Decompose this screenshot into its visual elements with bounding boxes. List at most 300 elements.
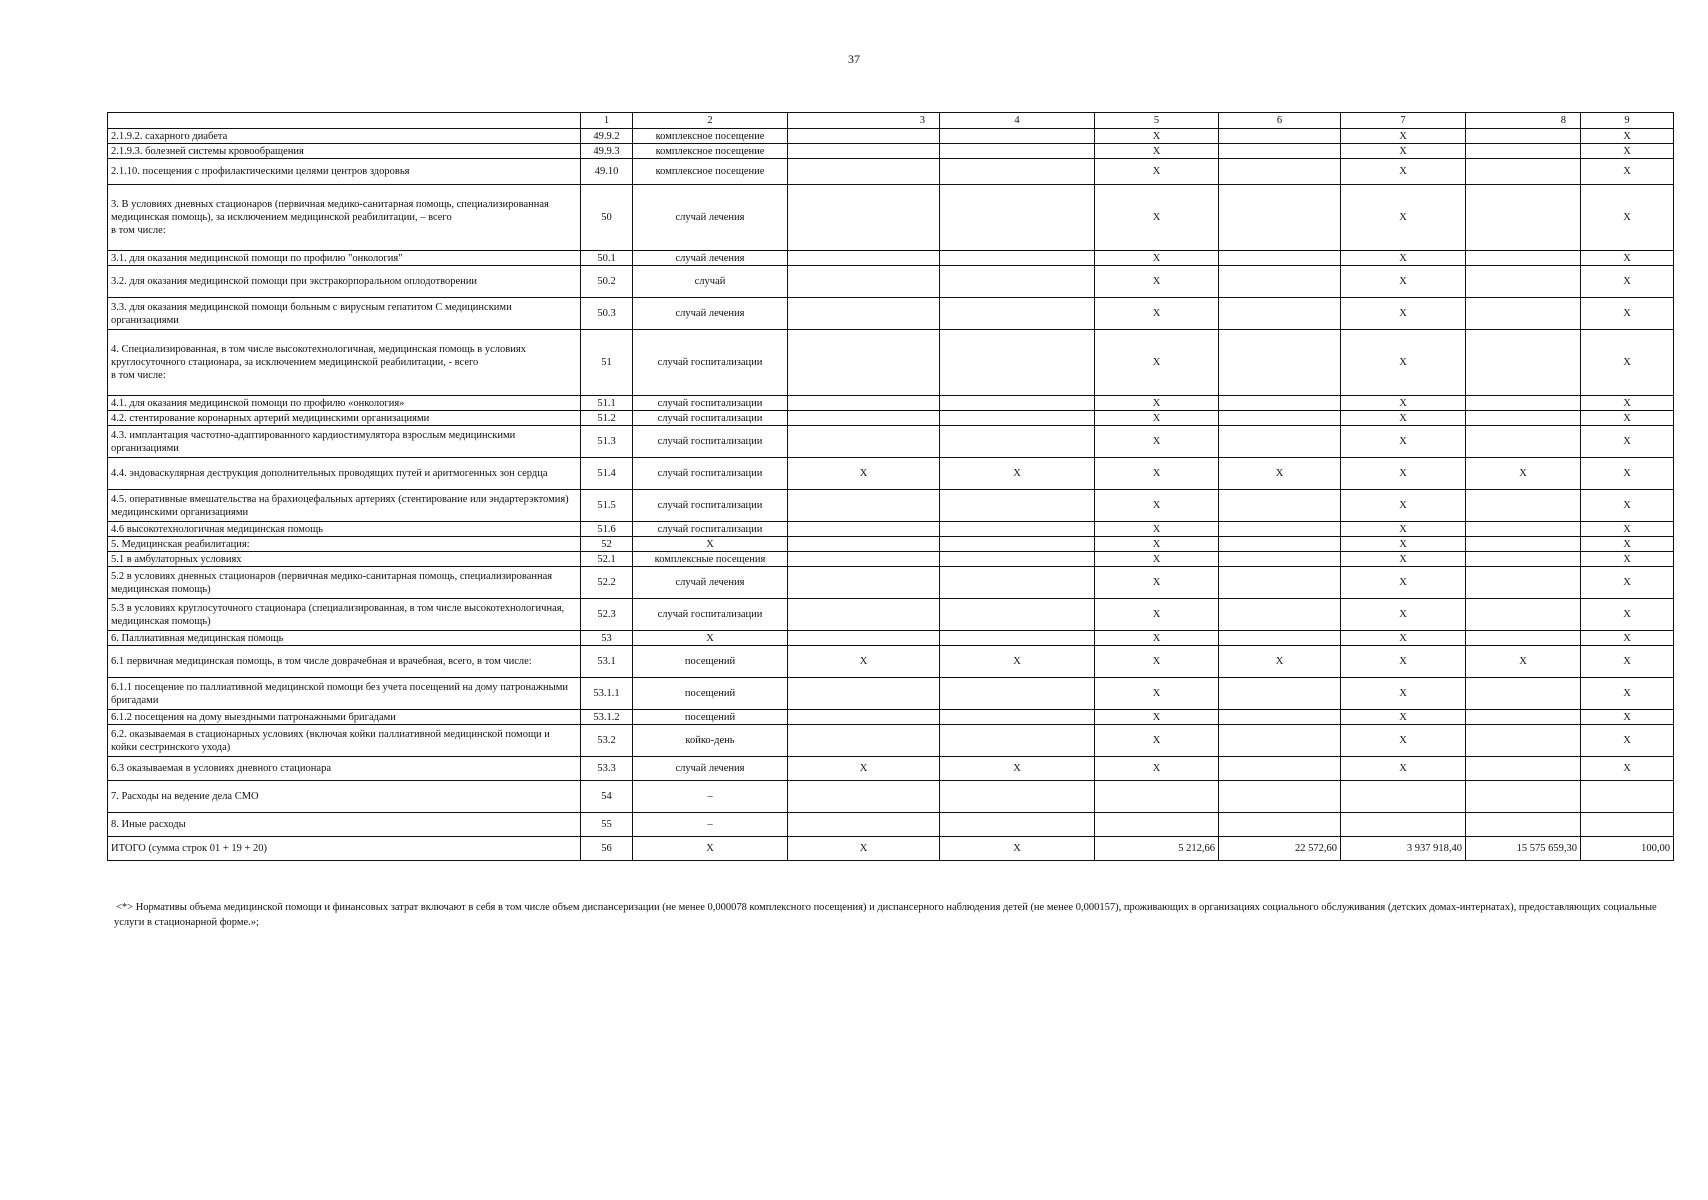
row-unit-cell: случай лечения: [633, 757, 788, 781]
value-cell-col3: [788, 710, 940, 725]
value-cell-col5: Х: [1095, 159, 1219, 185]
value-cell-col9: Х: [1581, 144, 1674, 159]
value-cell-col7: Х: [1341, 537, 1466, 552]
value-cell-col5: [1095, 781, 1219, 813]
value-cell-col7: Х: [1341, 426, 1466, 458]
row-unit-cell: койко-день: [633, 725, 788, 757]
row-code-cell: 56: [581, 837, 633, 861]
value-cell-col3: [788, 813, 940, 837]
value-cell-col6: [1219, 710, 1341, 725]
value-cell-col9: [1581, 813, 1674, 837]
row-name-cell: 5.2 в условиях дневных стационаров (первичная медико-санитарная помощь, специализированная медицинская помощь): [108, 567, 581, 599]
row-unit-cell: –: [633, 813, 788, 837]
value-cell-col4: [940, 396, 1095, 411]
value-cell-col3: [788, 411, 940, 426]
row-name-cell: 6.3 оказываемая в условиях дневного стационара: [108, 757, 581, 781]
footnote: <*> Нормативы объема медицинской помощи и финансовых затрат включают в себя в том числе объем диспансеризации (не менее 0,000078 комплексного посещения) и диспансерного наблюдения детей (не менее 0,000157), проживающих в организациях социального обслуживания (детских домах-интернатах), предоставляющих социальные услуги в стационарной форме.»;: [114, 902, 1657, 928]
row-name-cell: 4.4. эндоваскулярная деструкция дополнительных проводящих путей и аритмогенных зон сердца: [108, 458, 581, 490]
value-cell-col8: [1466, 678, 1581, 710]
value-cell-col6: [1219, 599, 1341, 631]
value-cell-col4: [940, 411, 1095, 426]
value-cell-col4: [940, 813, 1095, 837]
table-row: [108, 631, 1674, 646]
value-cell-col3: [788, 185, 940, 251]
value-cell-col9: Х: [1581, 646, 1674, 678]
value-cell-col6: [1219, 781, 1341, 813]
table-row: [108, 411, 1674, 426]
row-name-cell: 6. Паллиативная медицинская помощь: [108, 631, 581, 646]
value-cell-col8: [1466, 552, 1581, 567]
value-cell-col4: [940, 781, 1095, 813]
table-row: [108, 251, 1674, 266]
value-cell-col8: [1466, 159, 1581, 185]
row-name-cell: 2.1.9.3. болезней системы кровообращения: [108, 144, 581, 159]
value-cell-col8: [1466, 251, 1581, 266]
value-cell-col6: [1219, 330, 1341, 396]
row-code-cell: 51.6: [581, 522, 633, 537]
header-cell: 9: [1581, 113, 1674, 129]
table-row: [108, 567, 1674, 599]
value-cell-col4: [940, 298, 1095, 330]
value-cell-col3: [788, 396, 940, 411]
value-cell-col5: Х: [1095, 251, 1219, 266]
row-code-cell: 53.1.2: [581, 710, 633, 725]
value-cell-col3: [788, 144, 940, 159]
value-cell-col5: Х: [1095, 411, 1219, 426]
row-code-cell: 49.10: [581, 159, 633, 185]
row-code-cell: 51.2: [581, 411, 633, 426]
table-row: [108, 490, 1674, 522]
value-cell-col8: [1466, 266, 1581, 298]
row-name-cell: 5.1 в амбулаторных условиях: [108, 552, 581, 567]
value-cell-col3: [788, 330, 940, 396]
value-cell-col8: [1466, 710, 1581, 725]
value-cell-col5: Х: [1095, 567, 1219, 599]
header-cell: 7: [1341, 113, 1466, 129]
value-cell-col8: Х: [1466, 458, 1581, 490]
value-cell-col4: [940, 144, 1095, 159]
row-code-cell: 50: [581, 185, 633, 251]
value-cell-col9: Х: [1581, 458, 1674, 490]
value-cell-col4: [940, 631, 1095, 646]
value-cell-col5: Х: [1095, 631, 1219, 646]
value-cell-col9: Х: [1581, 631, 1674, 646]
row-code-cell: 55: [581, 813, 633, 837]
page-number: 37: [848, 52, 860, 66]
value-cell-col8: [1466, 330, 1581, 396]
value-cell-col8: [1466, 185, 1581, 251]
header-cell: 3: [788, 113, 940, 129]
value-cell-col3: [788, 251, 940, 266]
value-cell-col9: Х: [1581, 552, 1674, 567]
value-cell-col7: Х: [1341, 411, 1466, 426]
table-row: [108, 781, 1674, 813]
value-cell-col9: Х: [1581, 411, 1674, 426]
row-name-cell: 6.1 первичная медицинская помощь, в том числе доврачебная и врачебная, всего, в том числе:: [108, 646, 581, 678]
value-cell-col3: [788, 781, 940, 813]
table-row: [108, 298, 1674, 330]
value-cell-col3: [788, 552, 940, 567]
value-cell-col6: [1219, 159, 1341, 185]
value-cell-col4: [940, 522, 1095, 537]
value-cell-col3: [788, 678, 940, 710]
value-cell-col8: [1466, 522, 1581, 537]
value-cell-col7: Х: [1341, 266, 1466, 298]
value-cell-col3: [788, 522, 940, 537]
row-code-cell: 51: [581, 330, 633, 396]
value-cell-col4: Х: [940, 757, 1095, 781]
row-name-cell: 5. Медицинская реабилитация:: [108, 537, 581, 552]
value-cell-col3: Х: [788, 646, 940, 678]
value-cell-col9: Х: [1581, 330, 1674, 396]
row-code-cell: 52: [581, 537, 633, 552]
value-cell-col7: Х: [1341, 129, 1466, 144]
value-cell-col7: Х: [1341, 522, 1466, 537]
value-cell-col5: Х: [1095, 266, 1219, 298]
row-unit-cell: комплексное посещение: [633, 129, 788, 144]
row-name-cell: 2.1.10. посещения с профилактическими целями центров здоровья: [108, 159, 581, 185]
row-code-cell: 53: [581, 631, 633, 646]
row-unit-cell: случай лечения: [633, 251, 788, 266]
row-name-cell: 5.3 в условиях круглосуточного стационара (специализированная, в том числе высокотехнологичная, медицинская помощь): [108, 599, 581, 631]
value-cell-col4: [940, 251, 1095, 266]
value-cell-col3: [788, 129, 940, 144]
value-cell-col3: [788, 426, 940, 458]
value-cell-col8: [1466, 144, 1581, 159]
value-cell-col3: [788, 631, 940, 646]
value-cell-col9: [1581, 781, 1674, 813]
value-cell-col3: [788, 537, 940, 552]
value-cell-col6: [1219, 537, 1341, 552]
value-cell-col7: Х: [1341, 330, 1466, 396]
value-cell-col5: Х: [1095, 552, 1219, 567]
value-cell-col4: [940, 552, 1095, 567]
row-code-cell: 53.1: [581, 646, 633, 678]
value-cell-col3: Х: [788, 458, 940, 490]
row-name-cell: 6.2. оказываемая в стационарных условиях (включая койки паллиативной медицинской помощи и койки сестринского ухода): [108, 725, 581, 757]
value-cell-col4: Х: [940, 837, 1095, 861]
value-cell-col4: [940, 710, 1095, 725]
header-cell: 8: [1466, 113, 1581, 129]
header-cell: 4: [940, 113, 1095, 129]
row-name-cell: 2.1.9.2. сахарного диабета: [108, 129, 581, 144]
value-cell-col5: Х: [1095, 298, 1219, 330]
row-name-cell: 3.3. для оказания медицинской помощи больным с вирусным гепатитом С медицинскими организациями: [108, 298, 581, 330]
table-row: [108, 725, 1674, 757]
row-unit-cell: случай лечения: [633, 298, 788, 330]
row-name-cell: 4.3. имплантация частотно-адаптированного кардиостимулятора взрослым медицинскими организациями: [108, 426, 581, 458]
table-row: [108, 757, 1674, 781]
value-cell-col4: [940, 330, 1095, 396]
table-row: [108, 678, 1674, 710]
table-row: [108, 426, 1674, 458]
table-row: [108, 330, 1674, 396]
value-cell-col6: [1219, 631, 1341, 646]
value-cell-col5: Х: [1095, 129, 1219, 144]
value-cell-col5: Х: [1095, 490, 1219, 522]
value-cell-col7: Х: [1341, 678, 1466, 710]
row-unit-cell: Х: [633, 537, 788, 552]
value-cell-col9: Х: [1581, 426, 1674, 458]
value-cell-col8: [1466, 725, 1581, 757]
value-cell-col3: [788, 725, 940, 757]
row-unit-cell: случай госпитализации: [633, 396, 788, 411]
row-unit-cell: посещений: [633, 646, 788, 678]
value-cell-col4: [940, 159, 1095, 185]
row-code-cell: 50.3: [581, 298, 633, 330]
value-cell-col6: [1219, 757, 1341, 781]
header-row: [108, 113, 1674, 129]
value-cell-col4: [940, 490, 1095, 522]
value-cell-col6: [1219, 678, 1341, 710]
row-code-cell: 54: [581, 781, 633, 813]
value-cell-col4: [940, 266, 1095, 298]
row-name-cell: 4.2. стентирование коронарных артерий медицинскими организациями: [108, 411, 581, 426]
row-name-cell: 8. Иные расходы: [108, 813, 581, 837]
value-cell-col7: Х: [1341, 646, 1466, 678]
row-code-cell: 49.9.3: [581, 144, 633, 159]
value-cell-col8: [1466, 490, 1581, 522]
value-cell-col6: [1219, 129, 1341, 144]
row-unit-cell: случай госпитализации: [633, 458, 788, 490]
row-code-cell: 53.1.1: [581, 678, 633, 710]
value-cell-col7: 3 937 918,40: [1341, 837, 1466, 861]
value-cell-col3: [788, 599, 940, 631]
row-unit-cell: посещений: [633, 678, 788, 710]
row-code-cell: 50.1: [581, 251, 633, 266]
value-cell-col3: [788, 490, 940, 522]
row-code-cell: 51.4: [581, 458, 633, 490]
value-cell-col6: [1219, 725, 1341, 757]
table-row: [108, 710, 1674, 725]
table-row: [108, 396, 1674, 411]
table-row: [108, 458, 1674, 490]
value-cell-col9: Х: [1581, 757, 1674, 781]
value-cell-col4: Х: [940, 458, 1095, 490]
value-cell-col7: Х: [1341, 298, 1466, 330]
value-cell-col8: [1466, 631, 1581, 646]
row-code-cell: 52.3: [581, 599, 633, 631]
value-cell-col9: Х: [1581, 129, 1674, 144]
value-cell-col7: Х: [1341, 396, 1466, 411]
row-unit-cell: –: [633, 781, 788, 813]
value-cell-col7: Х: [1341, 710, 1466, 725]
row-code-cell: 53.2: [581, 725, 633, 757]
value-cell-col5: Х: [1095, 185, 1219, 251]
value-cell-col6: [1219, 567, 1341, 599]
row-unit-cell: случай госпитализации: [633, 522, 788, 537]
value-cell-col7: Х: [1341, 599, 1466, 631]
value-cell-col7: [1341, 813, 1466, 837]
value-cell-col7: Х: [1341, 490, 1466, 522]
row-code-cell: 50.2: [581, 266, 633, 298]
value-cell-col8: [1466, 426, 1581, 458]
value-cell-col4: [940, 185, 1095, 251]
row-code-cell: 51.1: [581, 396, 633, 411]
value-cell-col6: [1219, 144, 1341, 159]
row-name-cell: 4. Специализированная, в том числе высокотехнологичная, медицинская помощь в условиях круглосуточного стационара, за исключением медицинской реабилитации, - всего в том числе:: [108, 330, 581, 396]
value-cell-col4: [940, 725, 1095, 757]
value-cell-col9: Х: [1581, 725, 1674, 757]
value-cell-col9: Х: [1581, 266, 1674, 298]
row-name-cell: 3.2. для оказания медицинской помощи при экстракорпоральном оплодотворении: [108, 266, 581, 298]
value-cell-col5: Х: [1095, 330, 1219, 396]
value-cell-col5: Х: [1095, 537, 1219, 552]
table-row: [108, 813, 1674, 837]
table-row: [108, 837, 1674, 861]
header-cell: 6: [1219, 113, 1341, 129]
value-cell-col8: [1466, 537, 1581, 552]
value-cell-col6: [1219, 185, 1341, 251]
row-code-cell: 52.2: [581, 567, 633, 599]
row-name-cell: 6.1.2 посещения на дому выездными патронажными бригадами: [108, 710, 581, 725]
value-cell-col8: [1466, 599, 1581, 631]
row-code-cell: 52.1: [581, 552, 633, 567]
row-name-cell: 3.1. для оказания медицинской помощи по профилю "онкология": [108, 251, 581, 266]
value-cell-col7: Х: [1341, 567, 1466, 599]
value-cell-col7: Х: [1341, 725, 1466, 757]
value-cell-col7: Х: [1341, 631, 1466, 646]
value-cell-col4: [940, 537, 1095, 552]
row-name-cell: 4.5. оперативные вмешательства на брахиоцефальных артериях (стентирование или эндартерэктомия) медицинскими организациями: [108, 490, 581, 522]
value-cell-col5: Х: [1095, 646, 1219, 678]
value-cell-col6: Х: [1219, 458, 1341, 490]
value-cell-col7: Х: [1341, 159, 1466, 185]
value-cell-col5: Х: [1095, 458, 1219, 490]
row-unit-cell: Х: [633, 837, 788, 861]
row-unit-cell: посещений: [633, 710, 788, 725]
table-row: [108, 552, 1674, 567]
value-cell-col9: Х: [1581, 522, 1674, 537]
value-cell-col9: Х: [1581, 537, 1674, 552]
value-cell-col9: 100,00: [1581, 837, 1674, 861]
table-row: [108, 144, 1674, 159]
value-cell-col5: Х: [1095, 757, 1219, 781]
table-row: [108, 599, 1674, 631]
row-name-cell: 4.1. для оказания медицинской помощи по профилю «онкология»: [108, 396, 581, 411]
value-cell-col9: Х: [1581, 185, 1674, 251]
row-unit-cell: случай госпитализации: [633, 599, 788, 631]
value-cell-col7: Х: [1341, 185, 1466, 251]
value-cell-col7: Х: [1341, 144, 1466, 159]
value-cell-col9: Х: [1581, 710, 1674, 725]
row-unit-cell: комплексное посещение: [633, 144, 788, 159]
value-cell-col9: Х: [1581, 678, 1674, 710]
value-cell-col3: Х: [788, 757, 940, 781]
value-cell-col6: [1219, 490, 1341, 522]
value-cell-col7: [1341, 781, 1466, 813]
value-cell-col8: [1466, 298, 1581, 330]
row-unit-cell: случай: [633, 266, 788, 298]
value-cell-col6: [1219, 298, 1341, 330]
value-cell-col8: [1466, 396, 1581, 411]
value-cell-col6: [1219, 266, 1341, 298]
value-cell-col9: Х: [1581, 251, 1674, 266]
value-cell-col6: [1219, 813, 1341, 837]
row-unit-cell: случай госпитализации: [633, 411, 788, 426]
row-code-cell: 49.9.2: [581, 129, 633, 144]
row-unit-cell: комплексные посещения: [633, 552, 788, 567]
value-cell-col4: [940, 129, 1095, 144]
value-cell-col6: 22 572,60: [1219, 837, 1341, 861]
value-cell-col4: [940, 426, 1095, 458]
value-cell-col4: [940, 678, 1095, 710]
row-unit-cell: комплексное посещение: [633, 159, 788, 185]
table-row: [108, 646, 1674, 678]
value-cell-col7: Х: [1341, 458, 1466, 490]
value-cell-col6: [1219, 552, 1341, 567]
row-unit-cell: случай лечения: [633, 567, 788, 599]
value-cell-col7: Х: [1341, 757, 1466, 781]
value-cell-col9: Х: [1581, 396, 1674, 411]
row-unit-cell: случай лечения: [633, 185, 788, 251]
value-cell-col5: Х: [1095, 710, 1219, 725]
row-name-cell: 7. Расходы на ведение дела СМО: [108, 781, 581, 813]
value-cell-col8: [1466, 411, 1581, 426]
header-cell: 1: [581, 113, 633, 129]
value-cell-col8: [1466, 781, 1581, 813]
value-cell-col8: [1466, 129, 1581, 144]
row-unit-cell: случай госпитализации: [633, 330, 788, 396]
value-cell-col9: Х: [1581, 159, 1674, 185]
data-table-container: [107, 112, 1673, 861]
row-unit-cell: случай госпитализации: [633, 490, 788, 522]
value-cell-col5: Х: [1095, 396, 1219, 411]
table-row: [108, 537, 1674, 552]
row-code-cell: 51.3: [581, 426, 633, 458]
row-name-cell: 4.6 высокотехнологичная медицинская помощь: [108, 522, 581, 537]
value-cell-col3: [788, 266, 940, 298]
value-cell-col6: [1219, 396, 1341, 411]
value-cell-col9: Х: [1581, 599, 1674, 631]
value-cell-col4: [940, 567, 1095, 599]
table-row: [108, 129, 1674, 144]
row-code-cell: 53.3: [581, 757, 633, 781]
header-cell-blank: [108, 113, 581, 129]
table-row: [108, 522, 1674, 537]
row-name-cell: 6.1.1 посещение по паллиативной медицинской помощи без учета посещений на дому патронажными бригадами: [108, 678, 581, 710]
value-cell-col8: [1466, 567, 1581, 599]
value-cell-col5: Х: [1095, 144, 1219, 159]
value-cell-col5: [1095, 813, 1219, 837]
table-row: [108, 266, 1674, 298]
value-cell-col3: Х: [788, 837, 940, 861]
value-cell-col3: [788, 298, 940, 330]
row-unit-cell: случай госпитализации: [633, 426, 788, 458]
value-cell-col8: 15 575 659,30: [1466, 837, 1581, 861]
value-cell-col4: Х: [940, 646, 1095, 678]
table-row: [108, 185, 1674, 251]
value-cell-col5: Х: [1095, 725, 1219, 757]
value-cell-col7: Х: [1341, 251, 1466, 266]
value-cell-col8: Х: [1466, 646, 1581, 678]
value-cell-col5: 5 212,66: [1095, 837, 1219, 861]
header-cell: 5: [1095, 113, 1219, 129]
value-cell-col6: Х: [1219, 646, 1341, 678]
row-code-cell: 51.5: [581, 490, 633, 522]
table-row: [108, 159, 1674, 185]
value-cell-col5: Х: [1095, 522, 1219, 537]
value-cell-col8: [1466, 813, 1581, 837]
value-cell-col6: [1219, 426, 1341, 458]
value-cell-col5: Х: [1095, 678, 1219, 710]
value-cell-col9: Х: [1581, 490, 1674, 522]
row-name-cell: 3. В условиях дневных стационаров (первичная медико-санитарная помощь, специализированная медицинская помощь), за исключением медицинской реабилитации, – всего в том числе:: [108, 185, 581, 251]
row-unit-cell: Х: [633, 631, 788, 646]
value-cell-col7: Х: [1341, 552, 1466, 567]
value-cell-col6: [1219, 411, 1341, 426]
value-cell-col5: Х: [1095, 426, 1219, 458]
